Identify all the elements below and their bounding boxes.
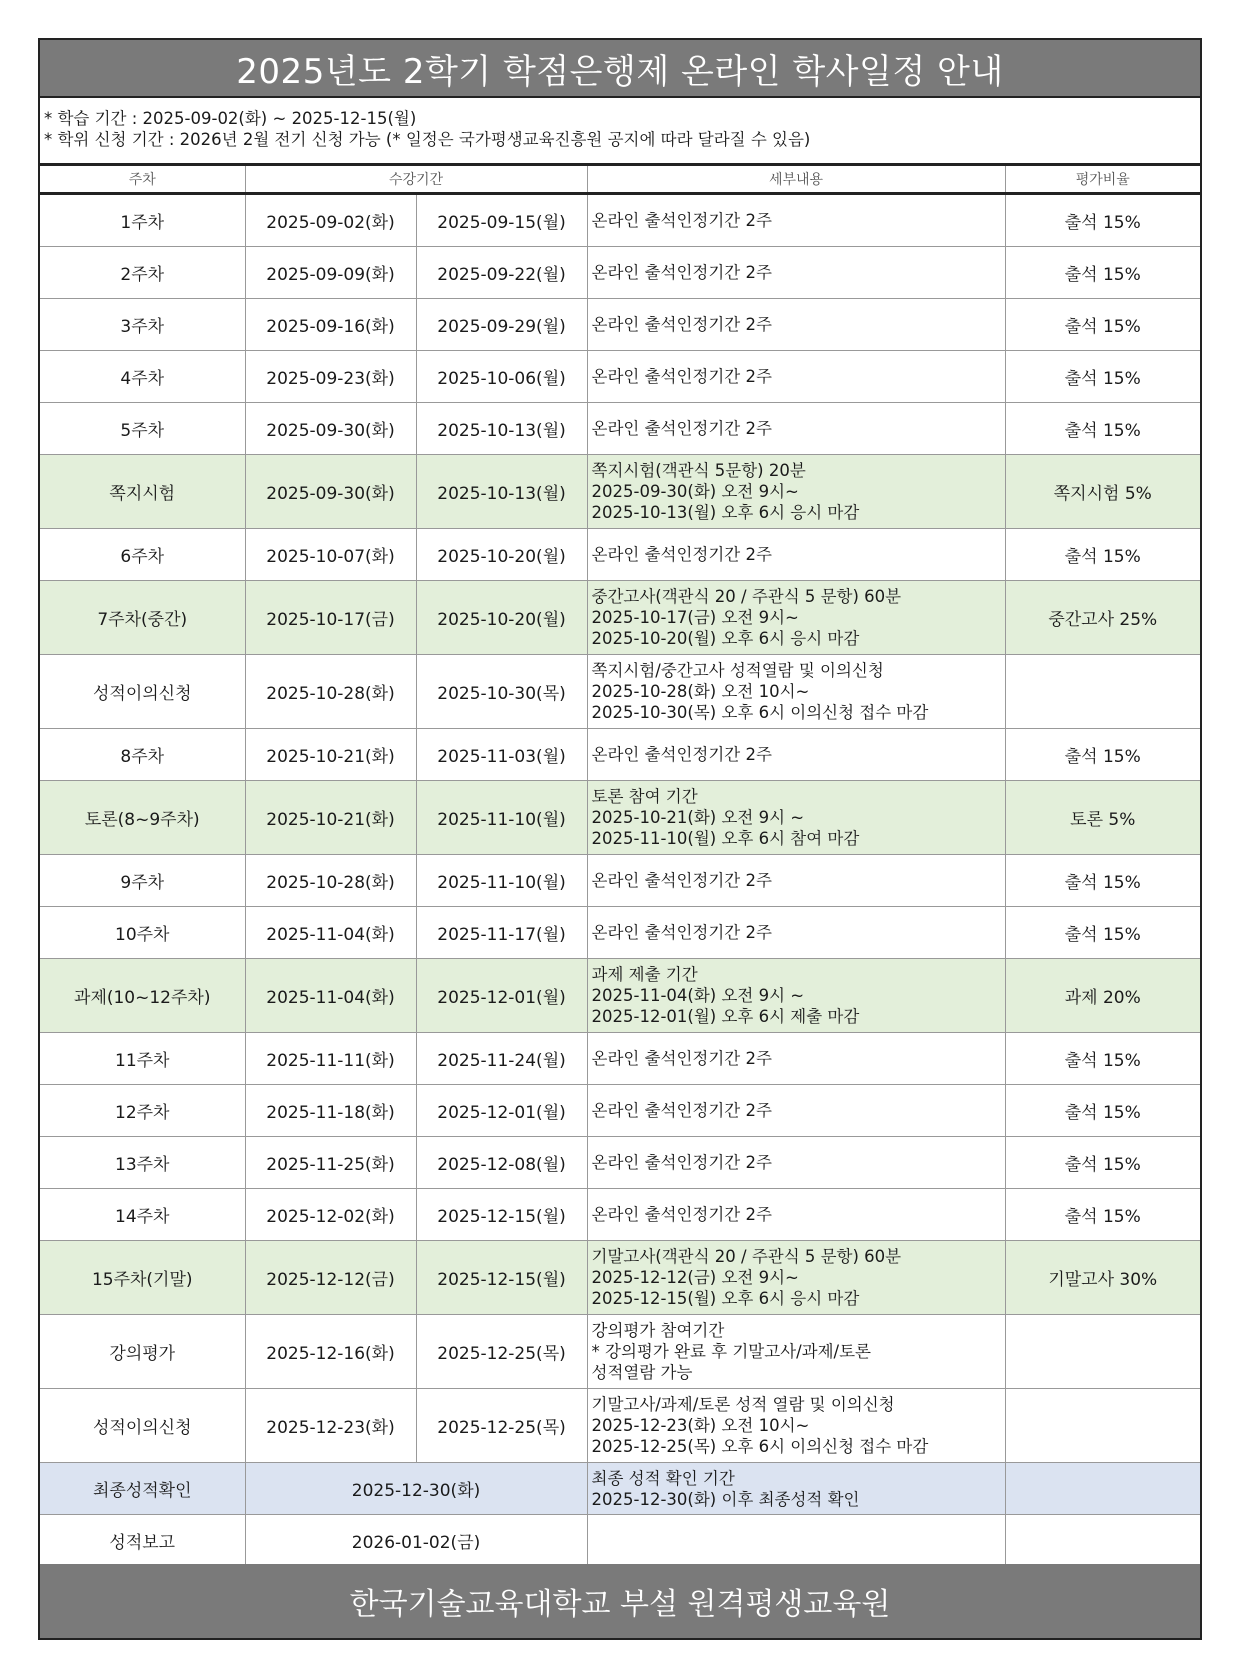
start-date-cell: 2025-10-21(화): [245, 781, 416, 855]
detail-line: 2025-11-04(화) 오전 9시 ~: [591, 986, 805, 1005]
table-row: [40, 455, 1200, 529]
end-date-cell: 2025-11-03(월): [416, 729, 587, 781]
detail-cell: [587, 855, 1005, 907]
start-date-cell: 2025-09-09(화): [245, 247, 416, 299]
week-cell: 5주차: [40, 403, 245, 455]
end-date-cell: 2025-12-15(월): [416, 1241, 587, 1315]
detail-line: 중간고사(객관식 20 / 주관식 5 문항) 60분: [591, 587, 902, 606]
detail-cell: [587, 1315, 1005, 1389]
detail-line: 2025-12-30(화) 이후 최종성적 확인: [591, 1489, 860, 1509]
detail-cell: [587, 299, 1005, 351]
detail-cell: [587, 959, 1005, 1033]
detail-cell: [587, 1033, 1005, 1085]
ratio-cell: 출석 15%: [1005, 1085, 1200, 1137]
schedule-table: [40, 166, 1200, 1567]
table-row: [40, 403, 1200, 455]
detail-cell: [587, 1463, 1005, 1515]
start-date-cell: 2025-10-28(화): [245, 855, 416, 907]
ratio-cell: 기말고사 30%: [1005, 1241, 1200, 1315]
detail-line: 온라인 출석인정기간 2주: [591, 1205, 772, 1224]
start-date-cell: 2025-12-23(화): [245, 1389, 416, 1463]
week-cell: 3주차: [40, 299, 245, 351]
ratio-cell: 출석 15%: [1005, 529, 1200, 581]
ratio-cell: [1005, 1389, 1200, 1463]
detail-line: 2025-10-30(목) 오후 6시 이의신청 접수 마감: [591, 703, 929, 722]
table-row: [40, 1463, 1200, 1515]
ratio-cell: [1005, 1315, 1200, 1389]
ratio-cell: 토론 5%: [1005, 781, 1200, 855]
detail-cell: [587, 907, 1005, 959]
start-date-cell: 2025-10-28(화): [245, 655, 416, 729]
start-date-cell: 2025-09-23(화): [245, 351, 416, 403]
table-row: [40, 194, 1200, 247]
start-date-cell: 2025-12-16(화): [245, 1315, 416, 1389]
ratio-cell: 출석 15%: [1005, 403, 1200, 455]
table-header-row: [40, 166, 1200, 194]
detail-cell: [587, 455, 1005, 529]
week-cell: 1주차: [40, 194, 245, 247]
info-box: [40, 98, 1200, 166]
detail-line: 성적열람 가능: [591, 1363, 693, 1382]
table-row: [40, 781, 1200, 855]
header-period: 수강기간: [245, 166, 587, 194]
start-date-cell: 2025-10-21(화): [245, 729, 416, 781]
table-row: [40, 907, 1200, 959]
start-date-cell: 2025-12-12(금): [245, 1241, 416, 1315]
week-cell: 쪽지시험: [40, 455, 245, 529]
end-date-cell: 2025-09-15(월): [416, 194, 587, 247]
ratio-cell: 출석 15%: [1005, 247, 1200, 299]
ratio-cell: [1005, 1515, 1200, 1567]
start-date-cell: 2025-09-02(화): [245, 194, 416, 247]
ratio-cell: 출석 15%: [1005, 729, 1200, 781]
week-cell: 15주차(기말): [40, 1241, 245, 1315]
ratio-cell: [1005, 655, 1200, 729]
table-row: [40, 1389, 1200, 1463]
start-date-cell: 2025-11-25(화): [245, 1137, 416, 1189]
end-date-cell: 2025-10-30(목): [416, 655, 587, 729]
detail-line: 2025-12-23(화) 오전 10시~: [591, 1416, 810, 1435]
start-date-cell: 2025-12-02(화): [245, 1189, 416, 1241]
table-row: [40, 299, 1200, 351]
detail-line: 토론 참여 기간: [591, 787, 698, 806]
end-date-cell: 2025-09-22(월): [416, 247, 587, 299]
detail-line: 2025-10-28(화) 오전 10시~: [591, 682, 810, 701]
header-week: 주차: [40, 166, 245, 194]
table-row: [40, 1085, 1200, 1137]
detail-line: 온라인 출석인정기간 2주: [591, 1049, 772, 1068]
week-cell: 토론(8~9주차): [40, 781, 245, 855]
detail-line: 2025-12-15(월) 오후 6시 응시 마감: [591, 1289, 860, 1308]
start-date-cell: 2025-10-07(화): [245, 529, 416, 581]
table-row: [40, 247, 1200, 299]
start-date-cell: 2025-11-04(화): [245, 959, 416, 1033]
end-date-cell: 2025-10-06(월): [416, 351, 587, 403]
schedule-document: [38, 38, 1202, 1640]
end-date-cell: 2025-12-01(월): [416, 959, 587, 1033]
detail-line: 온라인 출석인정기간 2주: [591, 545, 772, 564]
start-date-cell: 2025-09-16(화): [245, 299, 416, 351]
detail-line: 과제 제출 기간: [591, 965, 698, 984]
schedule-rows: [40, 194, 1200, 1567]
table-row: [40, 581, 1200, 655]
detail-cell: [587, 529, 1005, 581]
detail-line: 온라인 출석인정기간 2주: [591, 263, 772, 282]
week-cell: 4주차: [40, 351, 245, 403]
start-date-cell: 2025-11-11(화): [245, 1033, 416, 1085]
page-title: 2025년도 2학기 학점은행제 온라인 학사일정 안내: [40, 40, 1200, 98]
header-ratio: 평가비율: [1005, 166, 1200, 194]
week-cell: 성적이의신청: [40, 1389, 245, 1463]
ratio-cell: [1005, 1463, 1200, 1515]
detail-line: 2025-12-12(금) 오전 9시~: [591, 1268, 799, 1287]
detail-cell: [587, 581, 1005, 655]
detail-line: 온라인 출석인정기간 2주: [591, 211, 772, 230]
detail-line: 온라인 출석인정기간 2주: [591, 419, 772, 438]
end-date-cell: 2025-10-20(월): [416, 529, 587, 581]
detail-line: 쪽지시험/중간고사 성적열람 및 이의신청: [591, 661, 884, 680]
detail-cell: [587, 1515, 1005, 1567]
table-row: [40, 729, 1200, 781]
table-row: [40, 351, 1200, 403]
end-date-cell: 2025-11-24(월): [416, 1033, 587, 1085]
detail-line: 2025-10-17(금) 오전 9시~: [591, 608, 799, 627]
start-date-cell: 2025-10-17(금): [245, 581, 416, 655]
table-row: [40, 655, 1200, 729]
week-cell: 10주차: [40, 907, 245, 959]
table-row: [40, 1033, 1200, 1085]
start-date-cell: 2025-09-30(화): [245, 403, 416, 455]
date-cell: 2025-12-30(화): [245, 1463, 587, 1515]
week-cell: 7주차(중간): [40, 581, 245, 655]
detail-cell: [587, 655, 1005, 729]
ratio-cell: 출석 15%: [1005, 194, 1200, 247]
detail-cell: [587, 1085, 1005, 1137]
detail-line: 강의평가 참여기간: [591, 1321, 725, 1340]
end-date-cell: 2025-12-15(월): [416, 1189, 587, 1241]
detail-cell: [587, 1189, 1005, 1241]
detail-line: 최종 성적 확인 기간: [591, 1468, 735, 1488]
week-cell: 성적이의신청: [40, 655, 245, 729]
week-cell: 최종성적확인: [40, 1463, 245, 1515]
detail-line: 기말고사/과제/토론 성적 열람 및 이의신청: [591, 1395, 895, 1414]
detail-line: 온라인 출석인정기간 2주: [591, 745, 772, 764]
date-cell: 2026-01-02(금): [245, 1515, 587, 1567]
ratio-cell: 출석 15%: [1005, 1033, 1200, 1085]
week-cell: 8주차: [40, 729, 245, 781]
table-row: [40, 1189, 1200, 1241]
ratio-cell: 출석 15%: [1005, 907, 1200, 959]
table-row: [40, 959, 1200, 1033]
ratio-cell: 쪽지시험 5%: [1005, 455, 1200, 529]
detail-cell: [587, 1389, 1005, 1463]
end-date-cell: 2025-12-01(월): [416, 1085, 587, 1137]
ratio-cell: 출석 15%: [1005, 351, 1200, 403]
detail-cell: [587, 403, 1005, 455]
week-cell: 12주차: [40, 1085, 245, 1137]
detail-line: 2025-09-30(화) 오전 9시~: [591, 482, 799, 501]
detail-line: 온라인 출석인정기간 2주: [591, 367, 772, 386]
table-row: [40, 1241, 1200, 1315]
detail-cell: [587, 1137, 1005, 1189]
detail-cell: [587, 1241, 1005, 1315]
ratio-cell: 과제 20%: [1005, 959, 1200, 1033]
week-cell: 성적보고: [40, 1515, 245, 1567]
detail-line: * 강의평가 완료 후 기말고사/과제/토론: [591, 1342, 871, 1361]
week-cell: 11주차: [40, 1033, 245, 1085]
detail-line: 온라인 출석인정기간 2주: [591, 1101, 772, 1120]
end-date-cell: 2025-12-25(목): [416, 1315, 587, 1389]
detail-line: 2025-10-20(월) 오후 6시 응시 마감: [591, 629, 860, 648]
week-cell: 6주차: [40, 529, 245, 581]
ratio-cell: 출석 15%: [1005, 1189, 1200, 1241]
table-row: [40, 855, 1200, 907]
end-date-cell: 2025-09-29(월): [416, 299, 587, 351]
week-cell: 14주차: [40, 1189, 245, 1241]
table-row: [40, 1515, 1200, 1567]
detail-line: 2025-12-25(목) 오후 6시 이의신청 접수 마감: [591, 1437, 929, 1456]
detail-line: 2025-10-21(화) 오전 9시 ~: [591, 808, 805, 827]
detail-line: 온라인 출석인정기간 2주: [591, 315, 772, 334]
detail-line: 온라인 출석인정기간 2주: [591, 871, 772, 890]
week-cell: 과제(10~12주차): [40, 959, 245, 1033]
end-date-cell: 2025-11-10(월): [416, 781, 587, 855]
detail-cell: [587, 351, 1005, 403]
end-date-cell: 2025-10-13(월): [416, 455, 587, 529]
detail-cell: [587, 781, 1005, 855]
detail-line: 2025-11-10(월) 오후 6시 참여 마감: [591, 829, 860, 848]
end-date-cell: 2025-11-17(월): [416, 907, 587, 959]
detail-cell: [587, 194, 1005, 247]
week-cell: 9주차: [40, 855, 245, 907]
institution-footer: 한국기술교육대학교 부설 원격평생교육원: [40, 1564, 1200, 1638]
table-row: [40, 1137, 1200, 1189]
detail-cell: [587, 729, 1005, 781]
week-cell: 13주차: [40, 1137, 245, 1189]
week-cell: 강의평가: [40, 1315, 245, 1389]
start-date-cell: 2025-09-30(화): [245, 455, 416, 529]
end-date-cell: 2025-11-10(월): [416, 855, 587, 907]
end-date-cell: 2025-10-13(월): [416, 403, 587, 455]
detail-line: 온라인 출석인정기간 2주: [591, 1153, 772, 1172]
start-date-cell: 2025-11-18(화): [245, 1085, 416, 1137]
start-date-cell: 2025-11-04(화): [245, 907, 416, 959]
ratio-cell: 출석 15%: [1005, 855, 1200, 907]
header-detail: 세부내용: [587, 166, 1005, 194]
detail-cell: [587, 247, 1005, 299]
detail-line: 2025-10-13(월) 오후 6시 응시 마감: [591, 503, 860, 522]
end-date-cell: 2025-12-08(월): [416, 1137, 587, 1189]
table-row: [40, 1315, 1200, 1389]
ratio-cell: 출석 15%: [1005, 299, 1200, 351]
detail-line: 기말고사(객관식 20 / 주관식 5 문항) 60분: [591, 1247, 902, 1266]
end-date-cell: 2025-10-20(월): [416, 581, 587, 655]
detail-line: 쪽지시험(객관식 5문항) 20분: [591, 461, 806, 480]
ratio-cell: 출석 15%: [1005, 1137, 1200, 1189]
end-date-cell: 2025-12-25(목): [416, 1389, 587, 1463]
week-cell: 2주차: [40, 247, 245, 299]
detail-line: 2025-12-01(월) 오후 6시 제출 마감: [591, 1007, 860, 1026]
table-row: [40, 529, 1200, 581]
study-period-note: * 학습 기간 : 2025-09-02(화) ~ 2025-12-15(월): [44, 109, 417, 128]
detail-line: 온라인 출석인정기간 2주: [591, 923, 772, 942]
degree-application-note: * 학위 신청 기간 : 2026년 2월 전기 신청 가능 (* 일정은 국가평생교육진흥원 공지에 따라 달라질 수 있음): [44, 130, 811, 149]
ratio-cell: 중간고사 25%: [1005, 581, 1200, 655]
